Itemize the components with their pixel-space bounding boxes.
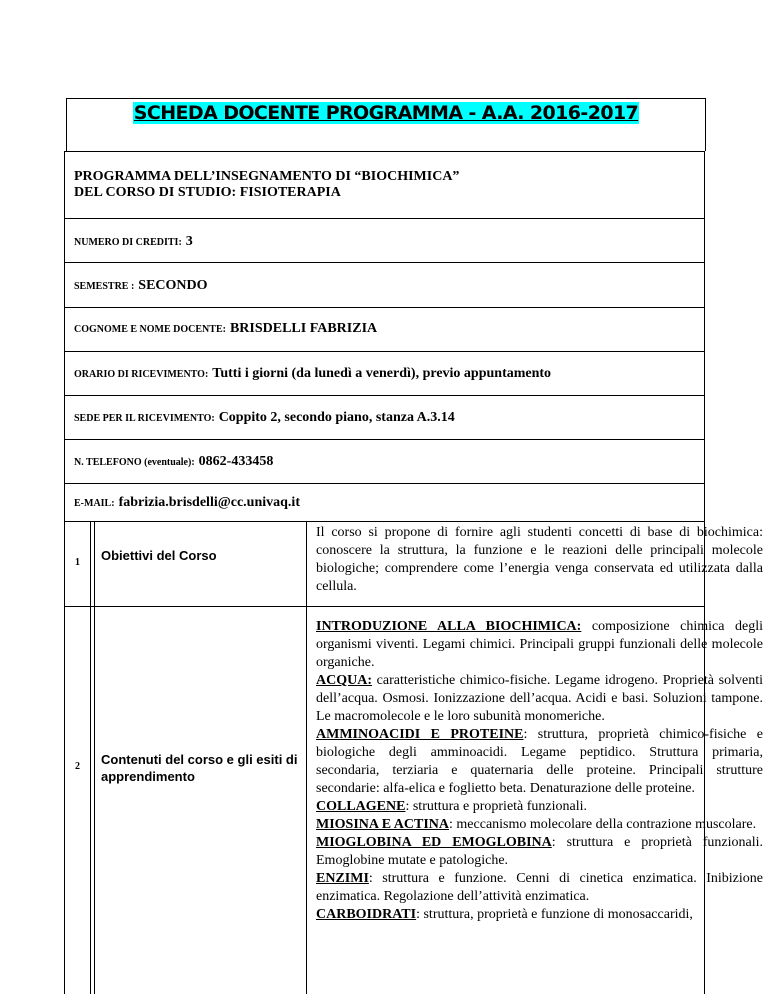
crediti-field bbox=[64, 218, 705, 262]
semestre-field bbox=[64, 262, 705, 307]
email-field bbox=[64, 483, 705, 521]
orario-field bbox=[64, 351, 705, 395]
section-miosina: MIOSINA E ACTINA: meccanismo molecolare della contrazione muscolare. bbox=[316, 817, 757, 832]
telefono-field bbox=[64, 439, 705, 483]
programma-box bbox=[64, 151, 705, 218]
section-collagene: COLLAGENE: struttura e proprietà funzionali. bbox=[316, 799, 588, 814]
page-title: SCHEDA DOCENTE PROGRAMMA - A.A. 2016-2017 bbox=[133, 102, 639, 124]
row-number: 1 bbox=[75, 557, 80, 568]
sede-value: Coppito 2, secondo piano, stanza A.3.14 bbox=[218, 410, 455, 425]
table-row-contenuti bbox=[64, 606, 764, 994]
crediti-value: 3 bbox=[185, 234, 193, 249]
sede-label: SEDE PER IL RICEVIMENTO: bbox=[74, 413, 215, 424]
row-heading: Obiettivi del Corso bbox=[101, 548, 217, 563]
telefono-value: 0862-433458 bbox=[198, 454, 274, 469]
semestre-label: SEMESTRE : bbox=[74, 281, 135, 292]
crediti-label: NUMERO DI CREDITI: bbox=[74, 237, 182, 248]
orario-value: Tutti i giorni (da lunedì a venerdì), previo appuntamento bbox=[212, 366, 552, 381]
section-mioglobina: MIOGLOBINA ED EMOGLOBINA: struttura e proprietà funzionali. Emoglobine mutate e patologiche. bbox=[316, 835, 763, 868]
docente-value: BRISDELLI FABRIZIA bbox=[229, 321, 378, 336]
programma-line-2: DEL CORSO DI STUDIO: FISIOTERAPIA bbox=[74, 185, 341, 200]
row-text-sections bbox=[316, 618, 763, 924]
table-row-obiettivi bbox=[64, 521, 763, 606]
sede-field bbox=[64, 395, 705, 439]
docente-label: COGNOME E NOME DOCENTE: bbox=[74, 324, 226, 335]
row-number: 2 bbox=[75, 761, 80, 772]
section-carboidrati: CARBOIDRATI: struttura, proprietà e funzione di monosaccaridi, bbox=[316, 907, 693, 922]
email-label: E-MAIL: bbox=[74, 498, 115, 509]
email-value: fabrizia.brisdelli@cc.univaq.it bbox=[118, 495, 300, 510]
section-acqua: ACQUA: caratteristiche chimico-fisiche. Legame idrogeno. Proprietà solventi dell’acqua. Osmosi. Ionizzazione dell’acqua. Acidi e basi. Soluzioni tampone. Le macromolecole e le loro subunità monomeriche. bbox=[316, 673, 763, 724]
telefono-label: N. TELEFONO (eventuale): bbox=[74, 457, 195, 468]
docente-field bbox=[64, 307, 705, 351]
title-box bbox=[66, 98, 706, 151]
programma-line-1: PROGRAMMA DELL’INSEGNAMENTO DI “BIOCHIMICA” bbox=[74, 169, 460, 184]
section-introduzione: INTRODUZIONE ALLA BIOCHIMICA: composizione chimica degli organismi viventi. Legami chimici. Principali gruppi funzionali delle molecole organiche. bbox=[316, 619, 764, 670]
row-heading: Contenuti del corso e gli esiti di apprendimento bbox=[101, 752, 298, 784]
section-enzimi: ENZIMI: struttura e funzione. Cenni di cinetica enzimatica. Inibizione enzimatica. Regolazione dell’attività enzimatica. bbox=[316, 871, 763, 904]
section-amminoacidi: AMMINOACIDI E PROTEINE: struttura, proprietà chimico-fisiche e biologiche degli amminoacidi. Legame peptidico. Struttura primaria, secondaria, terziaria e quaternaria delle proteine. Principali strutture secondarie: alfa-elica e foglietto beta. Denaturazione delle proteine. bbox=[316, 727, 763, 796]
orario-label: ORARIO DI RICEVIMENTO: bbox=[74, 369, 209, 380]
semestre-value: SECONDO bbox=[138, 278, 208, 293]
row-text: Il corso si propone di fornire agli studenti concetti di base di biochimica: conoscere la struttura, la funzione e le reazioni delle principali molecole biologiche; comprendere come l’energia venga conservata ed utilizzata dalla cellula. bbox=[316, 525, 763, 594]
